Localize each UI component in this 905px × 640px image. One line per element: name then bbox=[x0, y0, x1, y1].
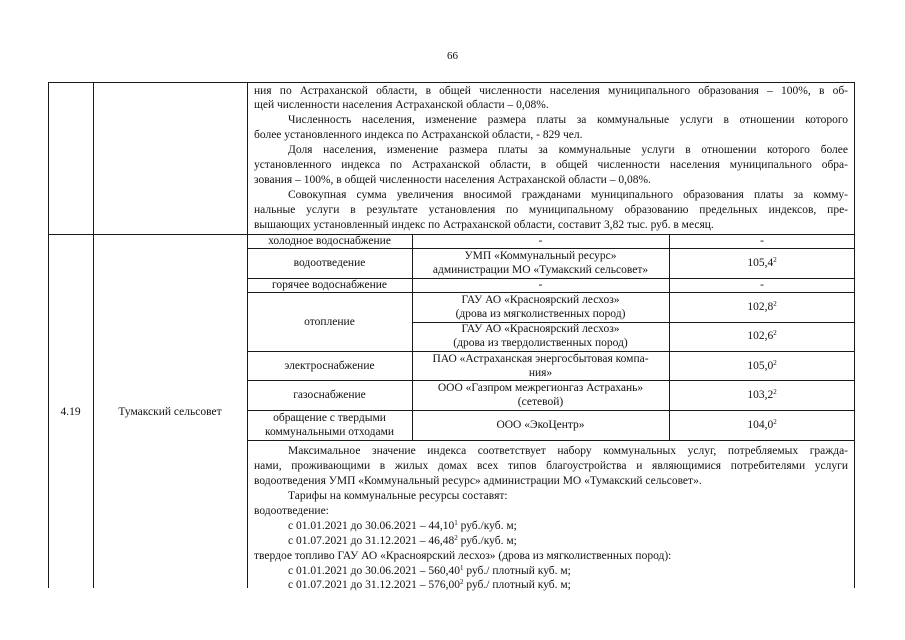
provider-name: - bbox=[538, 279, 543, 291]
index-value: 105,4$^2$ bbox=[747, 256, 777, 269]
index-value: 102,8$^2$ bbox=[747, 300, 777, 313]
index-value: - bbox=[760, 279, 764, 291]
intro-text: вышающих установленный индекс по Астраханской области, составит 3,82 тыс. руб. в месяц. bbox=[254, 219, 714, 231]
body-text: Максимальное значение индекса соответствует набору коммунальных услуг, потребляемых гражда- bbox=[288, 445, 848, 457]
provider-name: ГАУ АО «Красноярский лесхоз» bbox=[461, 323, 620, 335]
service-name: водоотведение bbox=[293, 257, 366, 269]
service-name: газоснабжение bbox=[293, 389, 366, 401]
body-text: твердое топливо ГАУ АО «Красноярский лесхоз» (дрова из мягколиственных пород): bbox=[254, 550, 672, 562]
tariff-line: с 01.01.2021 до 30.06.2021 – 44,10$^1$ руб./куб. м; bbox=[288, 519, 517, 532]
provider-name: ООО «ЭкоЦентр» bbox=[496, 419, 585, 431]
municipality-name: Тумакский сельсовет bbox=[118, 406, 222, 418]
body-text: водоотведение: bbox=[254, 505, 329, 517]
index-value: 104,0$^2$ bbox=[747, 418, 777, 431]
intro-text: более установленного индекса по Астраханской области, - 829 чел. bbox=[254, 129, 583, 141]
provider-name: (дрова из мягколиственных пород) bbox=[455, 308, 626, 320]
provider-name: УМП «Коммунальный ресурс» bbox=[464, 250, 617, 262]
index-value: 105,0$^2$ bbox=[747, 359, 777, 372]
page-number: 66 bbox=[447, 50, 458, 62]
intro-text: ния по Астраханской области, в общей численности населения муниципального образования – 100%, в об- bbox=[254, 85, 848, 97]
provider-name: ООО «Газпром межрегионгаз Астрахань» bbox=[437, 382, 644, 394]
service-name: холодное водоснабжение bbox=[268, 235, 391, 247]
row-number: 4.19 bbox=[60, 406, 81, 418]
provider-name: ния» bbox=[528, 367, 553, 379]
provider-name: - bbox=[538, 235, 543, 247]
intro-text: нальные услуги в результате установления по муниципальному образованию предельных индексов, пре- bbox=[254, 204, 848, 216]
tariff-line: с 01.07.2021 до 31.12.2021 – 576,00$^2$ руб./ плотный куб. м; bbox=[288, 578, 571, 591]
index-value: - bbox=[760, 235, 764, 247]
tariff-line: с 01.01.2021 до 30.06.2021 – 560,40$^1$ руб./ плотный куб. м; bbox=[288, 564, 571, 577]
intro-text: Совокупная сумма увеличения вносимой гражданами муниципального образования платы за комму- bbox=[288, 189, 848, 201]
service-name: отопление bbox=[304, 316, 355, 328]
intro-text: Доля населения, изменение размера платы за коммунальные услуги в отношении которого более bbox=[288, 144, 848, 156]
column-divider bbox=[247, 82, 248, 588]
provider-name: (дрова из твердолиственных пород) bbox=[453, 337, 628, 349]
body-text: водоотведения УМП «Коммунальный ресурс» администрации МО «Тумакский сельсовет». bbox=[254, 475, 702, 487]
intro-text: зования – 100%, в общей численности населения Астраханской области – 0,08%. bbox=[254, 174, 651, 186]
provider-name: (сетевой) bbox=[517, 396, 564, 408]
service-name: коммунальными отходами bbox=[264, 426, 395, 438]
service-name: горячее водоснабжение bbox=[272, 279, 387, 291]
intro-text: Численность населения, изменение размера платы за коммунальные услуги в отношении которого bbox=[288, 114, 848, 126]
tariff-table bbox=[48, 82, 855, 591]
column-divider bbox=[93, 82, 94, 588]
provider-name: администрации МО «Тумакский сельсовет» bbox=[432, 264, 649, 276]
service-name: обращение с твердыми bbox=[273, 412, 386, 424]
row-divider bbox=[247, 440, 855, 441]
intro-text: щей численности населения Астраханской области – 0,08%. bbox=[254, 99, 549, 111]
index-value: 102,6$^2$ bbox=[747, 329, 777, 342]
intro-text: установленного индекса по Астраханской области, в общей численности населения муниципального обра- bbox=[254, 159, 848, 171]
body-text: Тарифы на коммунальные ресурсы составят: bbox=[288, 490, 508, 502]
table-border-top bbox=[48, 82, 855, 83]
index-value: 103,2$^2$ bbox=[747, 388, 777, 401]
table-border-left bbox=[48, 82, 49, 588]
tariff-line: с 01.07.2021 до 31.12.2021 – 46,48$^2$ руб./куб. м; bbox=[288, 534, 517, 547]
service-name: электроснабжение bbox=[284, 360, 375, 372]
provider-name: ПАО «Астраханская энергосбытовая компа- bbox=[432, 353, 649, 365]
provider-name: ГАУ АО «Красноярский лесхоз» bbox=[461, 294, 620, 306]
body-text: нами, проживающими в жилых домах всех типов благоустройства и являющимися потребителями услуги bbox=[254, 460, 848, 472]
